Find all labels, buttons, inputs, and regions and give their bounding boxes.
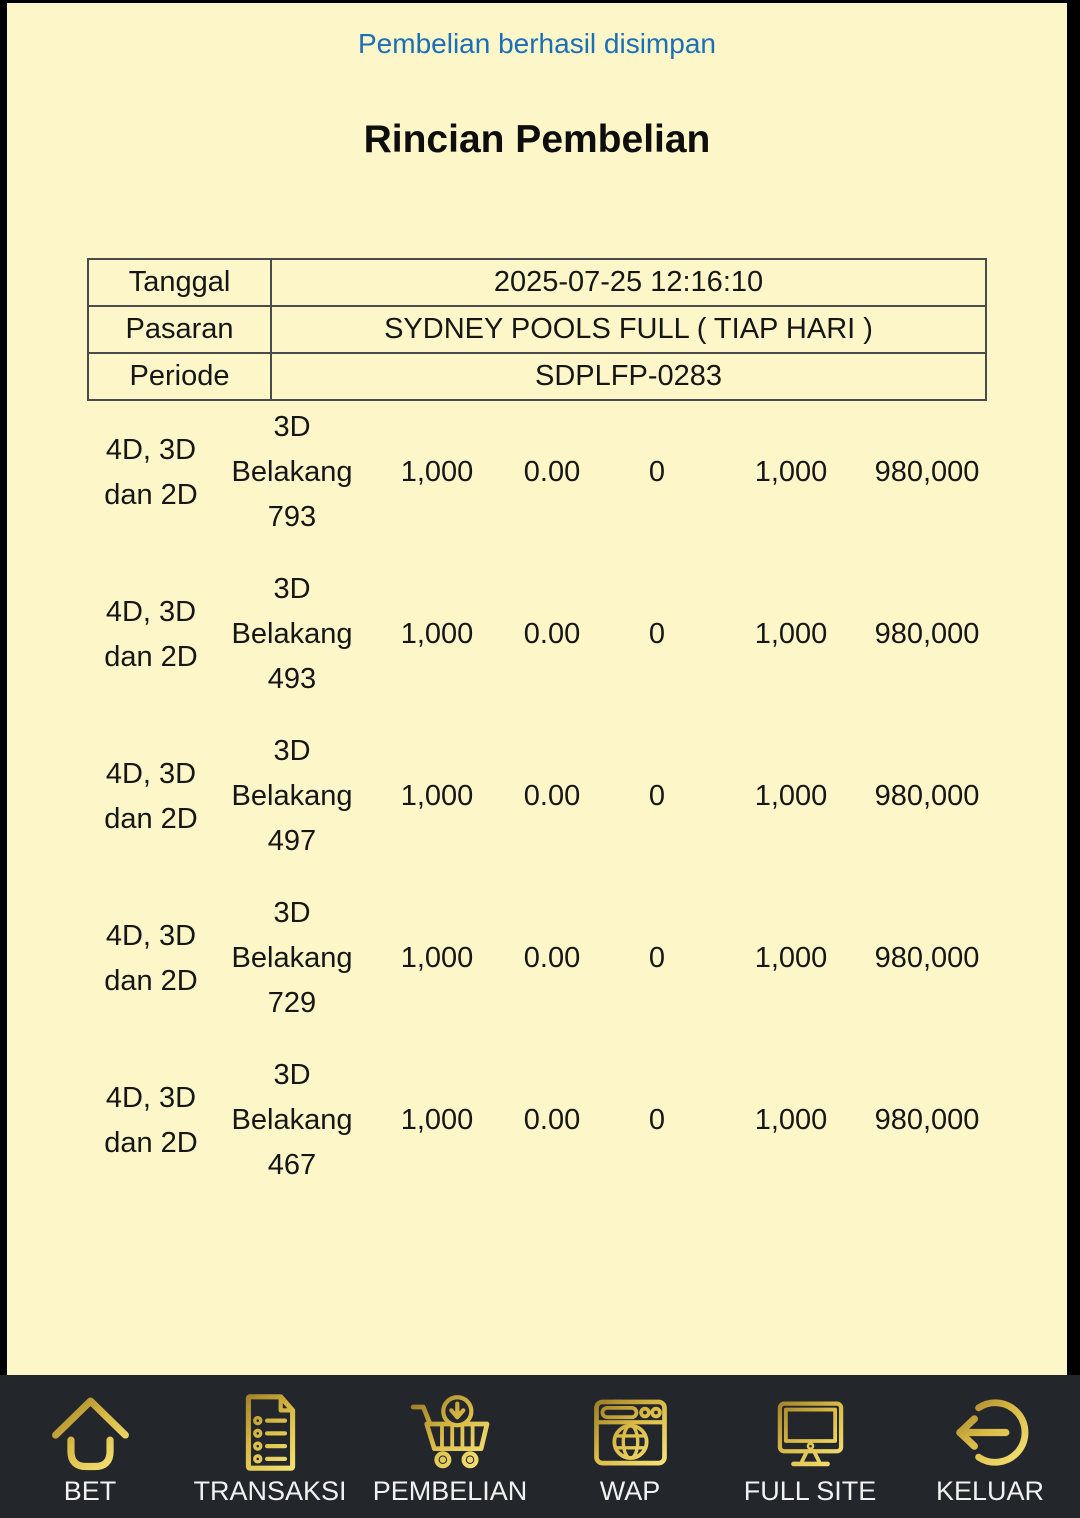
- purchase-info-table: [87, 258, 987, 401]
- page-title: Rincian Pembelian: [363, 118, 711, 161]
- bet-win: 980,000: [874, 1104, 980, 1136]
- bet-game-name: 3D Belakang: [231, 573, 353, 650]
- bottom-nav-bar: [0, 1375, 1080, 1518]
- bet-amount: 1,000: [400, 1104, 474, 1136]
- bet-discount: 0: [648, 1104, 666, 1136]
- bet-row: [87, 891, 987, 1026]
- bet-total: 1,000: [754, 456, 828, 488]
- nav-label-pembelian: PEMBELIAN: [372, 1476, 528, 1506]
- bet-game-name: 3D Belakang: [231, 735, 353, 812]
- nav-item-pembelian[interactable]: [360, 1375, 540, 1518]
- nav-item-bet[interactable]: [0, 1375, 180, 1518]
- info-row-tanggal: [88, 259, 986, 306]
- bet-total: 1,000: [754, 1104, 828, 1136]
- bet-number: 497: [267, 825, 317, 857]
- logout-icon: [948, 1390, 1033, 1475]
- bet-list: [87, 405, 987, 1188]
- nav-label-bet: BET: [63, 1476, 117, 1506]
- bet-category: 4D, 3D dan 2D: [104, 1081, 198, 1159]
- nav-label-fullsite: FULL SITE: [743, 1476, 877, 1506]
- bet-win: 980,000: [874, 780, 980, 812]
- bet-discount: 0: [648, 618, 666, 650]
- bet-win: 980,000: [874, 456, 980, 488]
- bet-game-name: 3D Belakang: [231, 897, 353, 974]
- nav-label-keluar: KELUAR: [935, 1476, 1045, 1506]
- bet-discount-percent: 0.00: [523, 456, 581, 488]
- home-icon: [48, 1390, 133, 1475]
- bet-number: 493: [267, 663, 317, 695]
- bet-row: [87, 729, 987, 864]
- bet-discount-percent: 0.00: [523, 1104, 581, 1136]
- bet-number: 467: [267, 1149, 317, 1181]
- bet-row: [87, 567, 987, 702]
- nav-item-transaksi[interactable]: [180, 1375, 360, 1518]
- bet-category: 4D, 3D dan 2D: [104, 919, 198, 997]
- info-row-pasaran: [88, 306, 986, 353]
- bet-win: 980,000: [874, 942, 980, 974]
- info-value: SDPLFP-0283: [271, 353, 986, 400]
- bet-category: 4D, 3D dan 2D: [104, 757, 198, 835]
- bet-amount: 1,000: [400, 456, 474, 488]
- browser-globe-icon: [588, 1390, 673, 1475]
- purchase-detail-page: [7, 3, 1067, 1375]
- bet-game: [215, 729, 369, 864]
- nav-label-wap: WAP: [599, 1476, 661, 1506]
- bet-total: 1,000: [754, 780, 828, 812]
- bet-category: 4D, 3D dan 2D: [104, 595, 198, 673]
- info-value: SYDNEY POOLS FULL ( TIAP HARI ): [271, 306, 986, 353]
- bet-number: 793: [267, 501, 317, 533]
- nav-item-wap[interactable]: [540, 1375, 720, 1518]
- bet-discount-percent: 0.00: [523, 942, 581, 974]
- bet-game: [215, 1053, 369, 1188]
- bet-total: 1,000: [754, 618, 828, 650]
- bet-row: [87, 1053, 987, 1188]
- bet-game-name: 3D Belakang: [231, 1059, 353, 1136]
- bet-total: 1,000: [754, 942, 828, 974]
- info-label: Tanggal: [88, 259, 271, 306]
- bet-discount: 0: [648, 456, 666, 488]
- nav-item-fullsite[interactable]: [720, 1375, 900, 1518]
- bet-game: [215, 567, 369, 702]
- info-row-periode: [88, 353, 986, 400]
- info-value: 2025-07-25 12:16:10: [271, 259, 986, 306]
- bet-discount: 0: [648, 780, 666, 812]
- bet-game: [215, 891, 369, 1026]
- monitor-icon: [768, 1390, 853, 1475]
- cart-download-icon: [408, 1390, 493, 1475]
- bet-amount: 1,000: [400, 618, 474, 650]
- nav-label-transaksi: TRANSAKSI: [193, 1476, 347, 1506]
- info-label: Periode: [88, 353, 271, 400]
- bet-category: 4D, 3D dan 2D: [104, 433, 198, 511]
- bet-number: 729: [267, 987, 317, 1019]
- info-label: Pasaran: [88, 306, 271, 353]
- bet-amount: 1,000: [400, 780, 474, 812]
- bet-row: [87, 405, 987, 540]
- bet-game: [215, 405, 369, 540]
- bet-game-name: 3D Belakang: [231, 411, 353, 488]
- bet-discount-percent: 0.00: [523, 780, 581, 812]
- bet-discount-percent: 0.00: [523, 618, 581, 650]
- status-message: Pembelian berhasil disimpan: [358, 28, 716, 59]
- bet-discount: 0: [648, 942, 666, 974]
- nav-item-keluar[interactable]: [900, 1375, 1080, 1518]
- document-list-icon: [228, 1390, 313, 1475]
- bet-win: 980,000: [874, 618, 980, 650]
- bet-amount: 1,000: [400, 942, 474, 974]
